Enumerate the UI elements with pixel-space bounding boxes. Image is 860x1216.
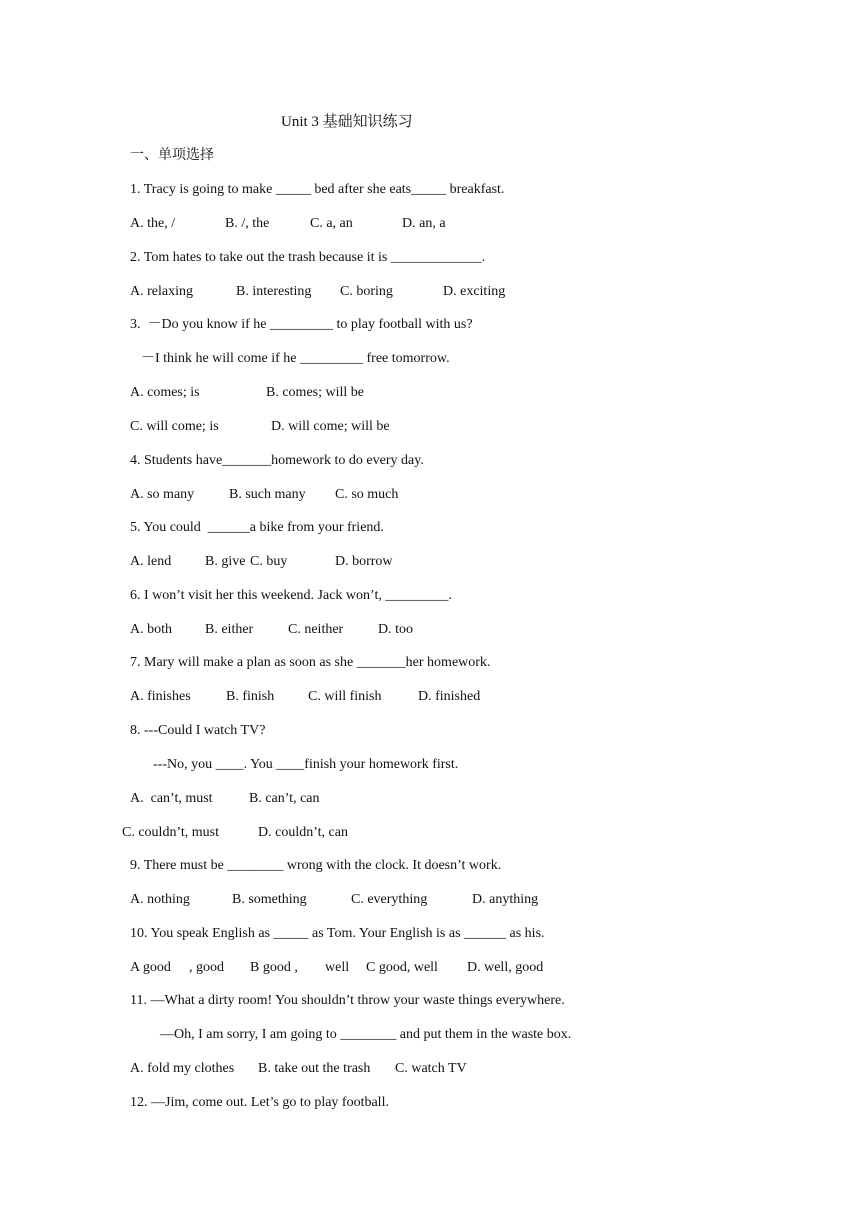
option-b: B. such many [229, 487, 306, 502]
option-a: A. both [130, 622, 172, 637]
option-d: D. too [378, 622, 413, 637]
option-b: B. interesting [236, 284, 312, 299]
option-b: B. can’t, can [249, 791, 320, 806]
section-heading: 一、单项选择 [130, 148, 214, 163]
option-b-cont: well [325, 960, 350, 975]
question-stem: 8. ---Could I watch TV? [130, 723, 266, 738]
option-c: C. a, an [310, 216, 353, 231]
question-stem: 3. －Do you know if he _________ to play football with us? [130, 317, 473, 332]
option-c: C. so much [335, 487, 399, 502]
option-b: B. comes; will be [266, 385, 364, 400]
option-b: B. finish [226, 689, 275, 704]
option-d: D. borrow [335, 554, 393, 569]
page-title: Unit 3 基础知识练习 [281, 114, 413, 130]
option-a-cont: , good [189, 960, 224, 975]
option-a: A. so many [130, 487, 195, 502]
question-stem: 12. —Jim, come out. Let’s go to play football. [130, 1095, 389, 1110]
option-b: B. take out the trash [258, 1061, 371, 1076]
option-b: B good , [250, 960, 298, 975]
option-a: A. nothing [130, 892, 190, 907]
question-stem: 11. —What a dirty room! You shouldn’t throw your waste things everywhere. [130, 993, 565, 1008]
option-a: A good [130, 960, 171, 975]
option-b: B. /, the [225, 216, 270, 231]
question-stem: 5. You could ______a bike from your friend. [130, 520, 384, 535]
option-d: D. couldn’t, can [258, 825, 348, 840]
option-a: A. relaxing [130, 284, 193, 299]
question-stem: 4. Students have_______homework to do every day. [130, 453, 424, 468]
option-c: C. buy [250, 554, 288, 569]
option-c: C. neither [288, 622, 344, 637]
option-b: B. something [232, 892, 307, 907]
option-a: A. fold my clothes [130, 1061, 235, 1076]
option-d: D. well, good [467, 960, 544, 975]
option-c: C. watch TV [395, 1061, 467, 1076]
question-stem: 9. There must be ________ wrong with the clock. It doesn’t work. [130, 858, 502, 873]
question-stem: 7. Mary will make a plan as soon as she _______her homework. [130, 655, 491, 670]
option-a: A. finishes [130, 689, 191, 704]
option-a: A. can’t, must [130, 791, 213, 806]
question-stem-reply: －I think he will come if he _________ free tomorrow. [141, 351, 450, 366]
question-stem: 6. I won’t visit her this weekend. Jack won’t, _________. [130, 588, 452, 603]
option-c: C good, well [366, 960, 438, 975]
option-c: C. couldn’t, must [122, 825, 219, 840]
option-c: C. will finish [308, 689, 382, 704]
option-a: A. the, / [130, 216, 176, 231]
option-c: C. will come; is [130, 419, 219, 434]
option-d: D. exciting [443, 284, 506, 299]
option-d: D. anything [472, 892, 539, 907]
option-a: A. comes; is [130, 385, 200, 400]
option-c: C. boring [340, 284, 393, 299]
option-b: B. either [205, 622, 254, 637]
option-c: C. everything [351, 892, 428, 907]
question-stem: 1. Tracy is going to make _____ bed after she eats_____ breakfast. [130, 182, 505, 197]
option-d: D. an, a [402, 216, 446, 231]
option-a: A. lend [130, 554, 172, 569]
question-stem-reply: ---No, you ____. You ____finish your homework first. [153, 757, 459, 772]
question-stem: 2. Tom hates to take out the trash because it is _____________. [130, 250, 486, 265]
option-d: D. will come; will be [271, 419, 390, 434]
question-stem-reply: —Oh, I am sorry, I am going to ________ and put them in the waste box. [160, 1027, 572, 1042]
option-d: D. finished [418, 689, 481, 704]
option-b: B. give [205, 554, 246, 569]
question-stem: 10. You speak English as _____ as Tom. Your English is as ______ as his. [130, 926, 545, 941]
